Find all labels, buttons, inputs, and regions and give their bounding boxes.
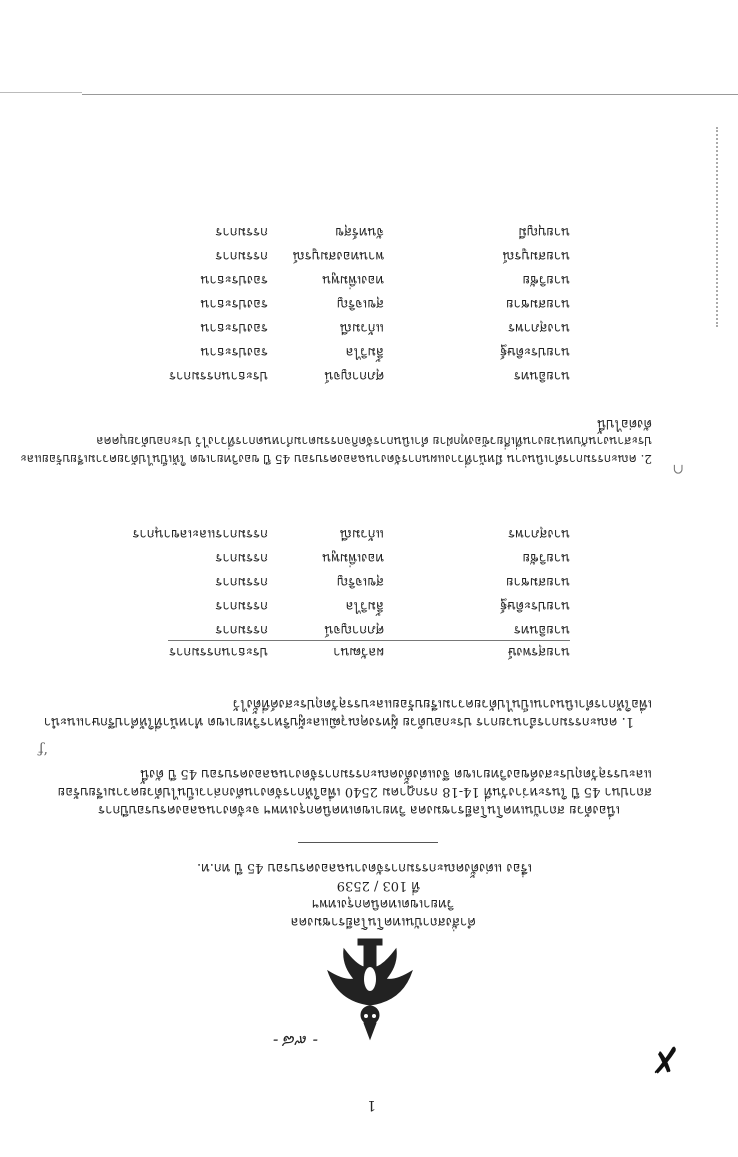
scan-margin-marks bbox=[704, 127, 718, 327]
table-row: นายสมชาย bbox=[505, 574, 570, 589]
section1-heading-cont: เพื่อให้การดำเนินงานเป็นไปด้วยความเรียบร้อยและบรรลุวัตถุประสงค์ที่ตั้งไว้ bbox=[232, 696, 652, 711]
section1-table-rule bbox=[168, 640, 570, 641]
table-row: รองประธาน bbox=[200, 272, 268, 287]
table-row: นายอินทร bbox=[513, 368, 570, 383]
page-number: 1 bbox=[367, 1097, 376, 1113]
table-row: นางสุภาพร bbox=[508, 526, 570, 541]
section2-line-3: ดังต่อไปนี้ bbox=[597, 416, 652, 431]
margin-mark: ‘ƒ bbox=[38, 741, 48, 757]
section2-line-1: 2. คณะกรรมการดำเนินงาน มีหน้าที่วางแผนการจัดงานฉลองครบรอบ 45 ปี ของวิทยาเขต ให้เป็นไปด้วยความเรียบร้อยและ bbox=[20, 452, 652, 466]
intro-line-1: เนื่องด้วย สถาบันเทคโนโลยีราชมงคล วิทยาเขตเทคนิคกรุงเทพฯ จะจัดงานฉลองครบรอบปีการ bbox=[98, 802, 620, 817]
table-row: นายประดิษฐ์ bbox=[499, 344, 570, 359]
table-row: รองประธาน bbox=[200, 320, 268, 335]
table-row: สุขเจริญ bbox=[337, 574, 384, 589]
scan-edge-line-right bbox=[0, 92, 82, 93]
scan-edge-line bbox=[82, 94, 738, 95]
table-row: รองประธาน bbox=[200, 344, 268, 359]
table-row: นายสมบูรณ์ bbox=[502, 248, 570, 263]
header-campus: วิทยาเขตเทคนิคกรุงเทพฯ bbox=[312, 896, 454, 911]
table-row: นายสมชาย bbox=[505, 296, 570, 311]
table-row: ทองเพิ่มพูน bbox=[322, 550, 384, 565]
table-row: นายอินทร bbox=[513, 622, 570, 637]
table-row: ศุภกาญจน์ bbox=[324, 368, 384, 383]
table-row: ลิ้มวิไล bbox=[345, 598, 384, 613]
table-row: กรรมการ bbox=[215, 224, 268, 239]
table-row: กรรมการ bbox=[215, 550, 268, 565]
margin-mark: ∩ bbox=[672, 461, 684, 477]
header-subject: เรื่อง แต่งตั้งคณะกรรมการจัดงานฉลองครบรอบ 45 ปี ทก.ท. bbox=[197, 860, 532, 875]
garuda-emblem bbox=[324, 935, 416, 1045]
table-row: จันทร์สุข bbox=[335, 224, 384, 239]
table-row: นายบุญมี bbox=[518, 224, 570, 239]
table-row: กรรมการ bbox=[215, 574, 268, 589]
table-row: พานทองสมบูรณ์ bbox=[292, 248, 384, 263]
header-divider bbox=[298, 842, 438, 843]
section1-header-surname: ผลวัฒนา bbox=[333, 644, 384, 659]
table-row: นายวิชัย bbox=[522, 272, 570, 287]
table-row: นายประดิษฐ์ bbox=[499, 598, 570, 613]
section2-line-2: ประสานงานกับหน่วยงานที่เกี่ยวข้องทุกฝ่าย ดำเนินการจัดกิจกรรมตามกำหนดการที่วางไว้ ประกอบด้วยบุคคล bbox=[96, 434, 652, 448]
intro-line-2: สถาปนา 45 ปี ในระหว่างวันที่ 14-18 กรกฎาคม 2540 เพื่อให้การจัดงานดังกล่าวเป็นไปด้วยความเรียบร้อย bbox=[57, 784, 652, 799]
header-order-number: ที่ 103 / 2539 bbox=[336, 878, 420, 893]
table-row: สุขเจริญ bbox=[337, 296, 384, 311]
intro-line-3: และบรรลุวัตถุประสงค์ของวิทยาเขต จึงแต่งตั้งคณะกรรมการจัดงานฉลองครบรอบ 45 ปี ดังนี้ bbox=[140, 766, 652, 781]
table-row: ประธานกรรมการ bbox=[169, 368, 268, 383]
section1-heading: 1. คณะกรรมการอำนวยการ ประกอบด้วย ผู้ทรงคุณวุฒิและผู้บริหารวิทยาเขต ทำหน้าที่ให้คำปรึกษาแนะนำ bbox=[43, 714, 634, 729]
table-row: แก้วมณี bbox=[339, 526, 384, 541]
copy-mark: - ๙๘ - bbox=[272, 1032, 318, 1051]
table-row: กรรมการและเลขานุการ bbox=[132, 526, 268, 541]
table-row: กรรมการ bbox=[215, 598, 268, 613]
table-row: ลิ้มวิไล bbox=[345, 344, 384, 359]
check-mark-icon: ✗ bbox=[649, 1038, 680, 1079]
table-row: แก้วมณี bbox=[339, 320, 384, 335]
table-row: ทองเพิ่มพูน bbox=[322, 272, 384, 287]
table-row: นางสุภาพร bbox=[508, 320, 570, 335]
table-row: กรรมการ bbox=[215, 622, 268, 637]
section1-header-firstname: นายสุรพงษ์ bbox=[507, 644, 570, 659]
table-row: รองประธาน bbox=[200, 296, 268, 311]
table-row: ศุภกาญจน์ bbox=[324, 622, 384, 637]
table-row: กรรมการ bbox=[215, 248, 268, 263]
header-institution: คำสั่งสถาบันเทคโนโลยีราชมงคล bbox=[290, 914, 476, 929]
table-row: นายวิชัย bbox=[522, 550, 570, 565]
section1-header-role: ประธานกรรมการ bbox=[169, 644, 268, 659]
